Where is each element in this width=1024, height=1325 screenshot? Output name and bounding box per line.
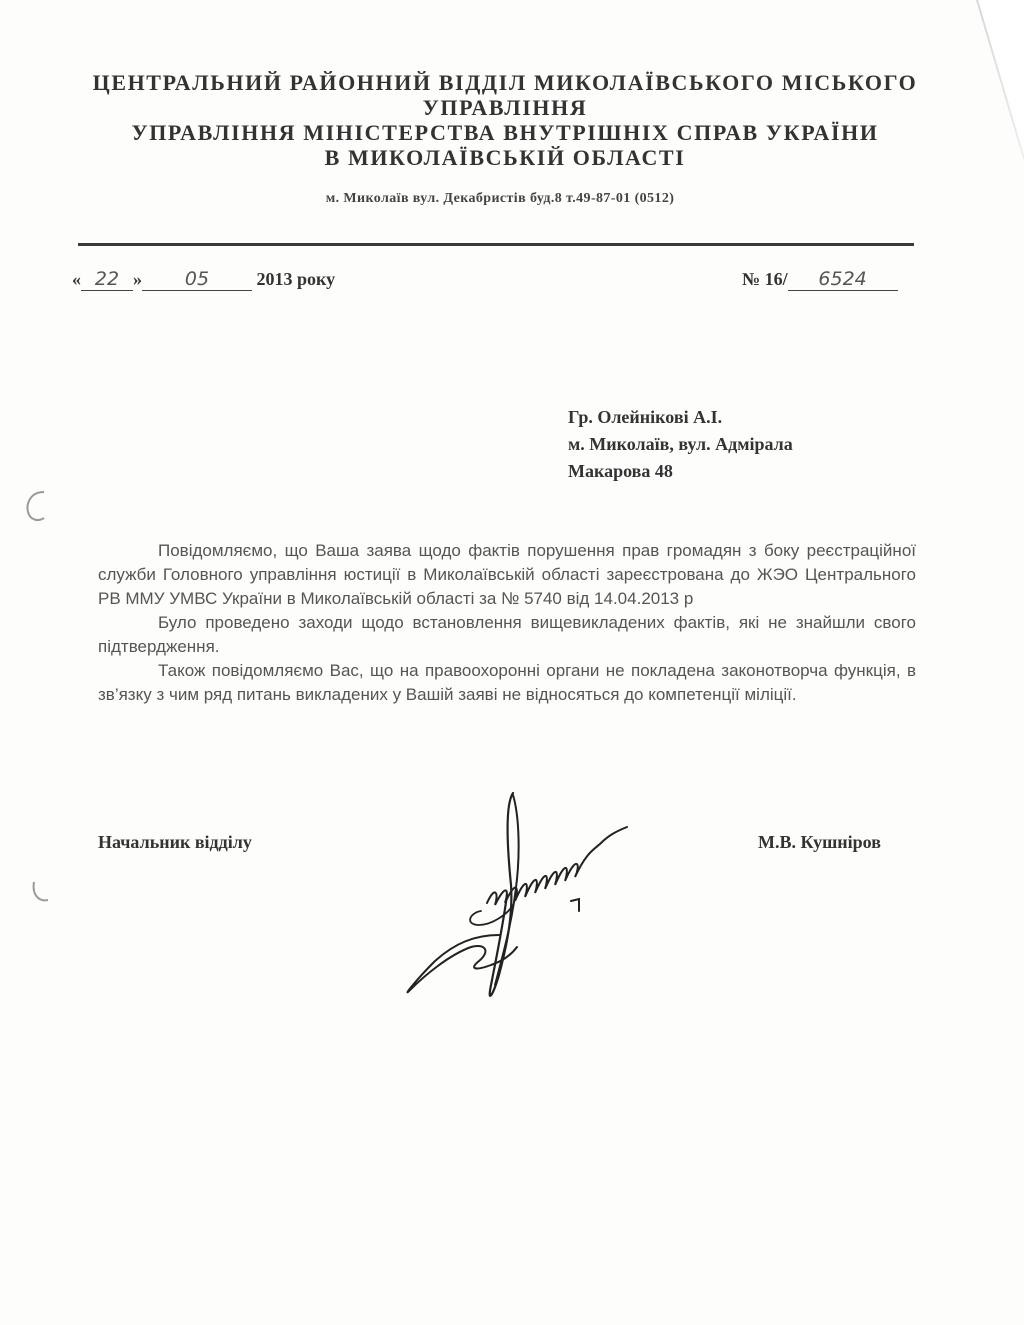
punch-hole-mark-bottom [28, 876, 58, 906]
addressee-house: Макарова 48 [568, 461, 673, 481]
reference-handwritten-number: 6524 [788, 268, 898, 291]
date-open-quote: « [72, 269, 81, 289]
letterhead [60, 70, 950, 170]
date-close-quote: » [133, 269, 142, 289]
letterhead-line-3: УПРАВЛІННЯ МІНІСТЕРСТВА ВНУТРІШНІХ СПРАВ УКРАЇНИ [131, 120, 879, 145]
letterhead-line-1: ЦЕНТРАЛЬНИЙ РАЙОННИЙ ВІДДІЛ МИКОЛАЇВСЬКОГО МІСЬКОГО [92, 70, 918, 95]
reference-prefix: № 16/ [742, 269, 788, 289]
letterhead-address: м. Миколаїв вул. Декабристів буд.8 т.49-87-01 (0512) [325, 191, 675, 206]
date-day: 22 [81, 268, 133, 291]
addressee-block [568, 404, 793, 485]
body-paragraph-3: Також повідомляємо Вас, що на правоохоронні органи не покладена законотворча функція, в зв’язку з чим ряд питань викладених у Вашій заяві не відносяться до компетенції міліції. [98, 661, 916, 704]
addressee-street: м. Миколаїв, вул. Адмірала [568, 434, 793, 454]
letterhead-line-4: В МИКОЛАЇВСЬКІЙ ОБЛАСТІ [324, 145, 686, 170]
punch-hole-mark-top [22, 488, 52, 524]
header-divider [78, 243, 914, 246]
letterhead-line-2: УПРАВЛІННЯ [422, 95, 588, 120]
addressee-name: Гр. Олейнікові А.І. [568, 407, 723, 427]
body-paragraph-2: Було проведено заходи щодо встановлення вищевикладених фактів, які не знайшли свого підтвердження. [98, 613, 916, 656]
letter-date [72, 268, 335, 291]
date-month: 05 [142, 268, 252, 291]
handwritten-signature [395, 785, 645, 1015]
reference-number [742, 268, 898, 291]
letter-body [98, 539, 916, 707]
signatory-position: Начальник відділу [98, 832, 252, 852]
date-year: 2013 року [256, 269, 336, 289]
body-paragraph-1: Повідомляємо, що Ваша заява щодо фактів порушення прав громадян з боку реєстраційної служби Головного управління юстиції в Миколаївській області зареєстрована до ЖЭО Центрального РВ ММУ УМВС України в Миколаївській області за № 5740 від 14.04.2013 р [98, 541, 916, 608]
signatory-name: М.В. Кушніров [758, 832, 881, 852]
